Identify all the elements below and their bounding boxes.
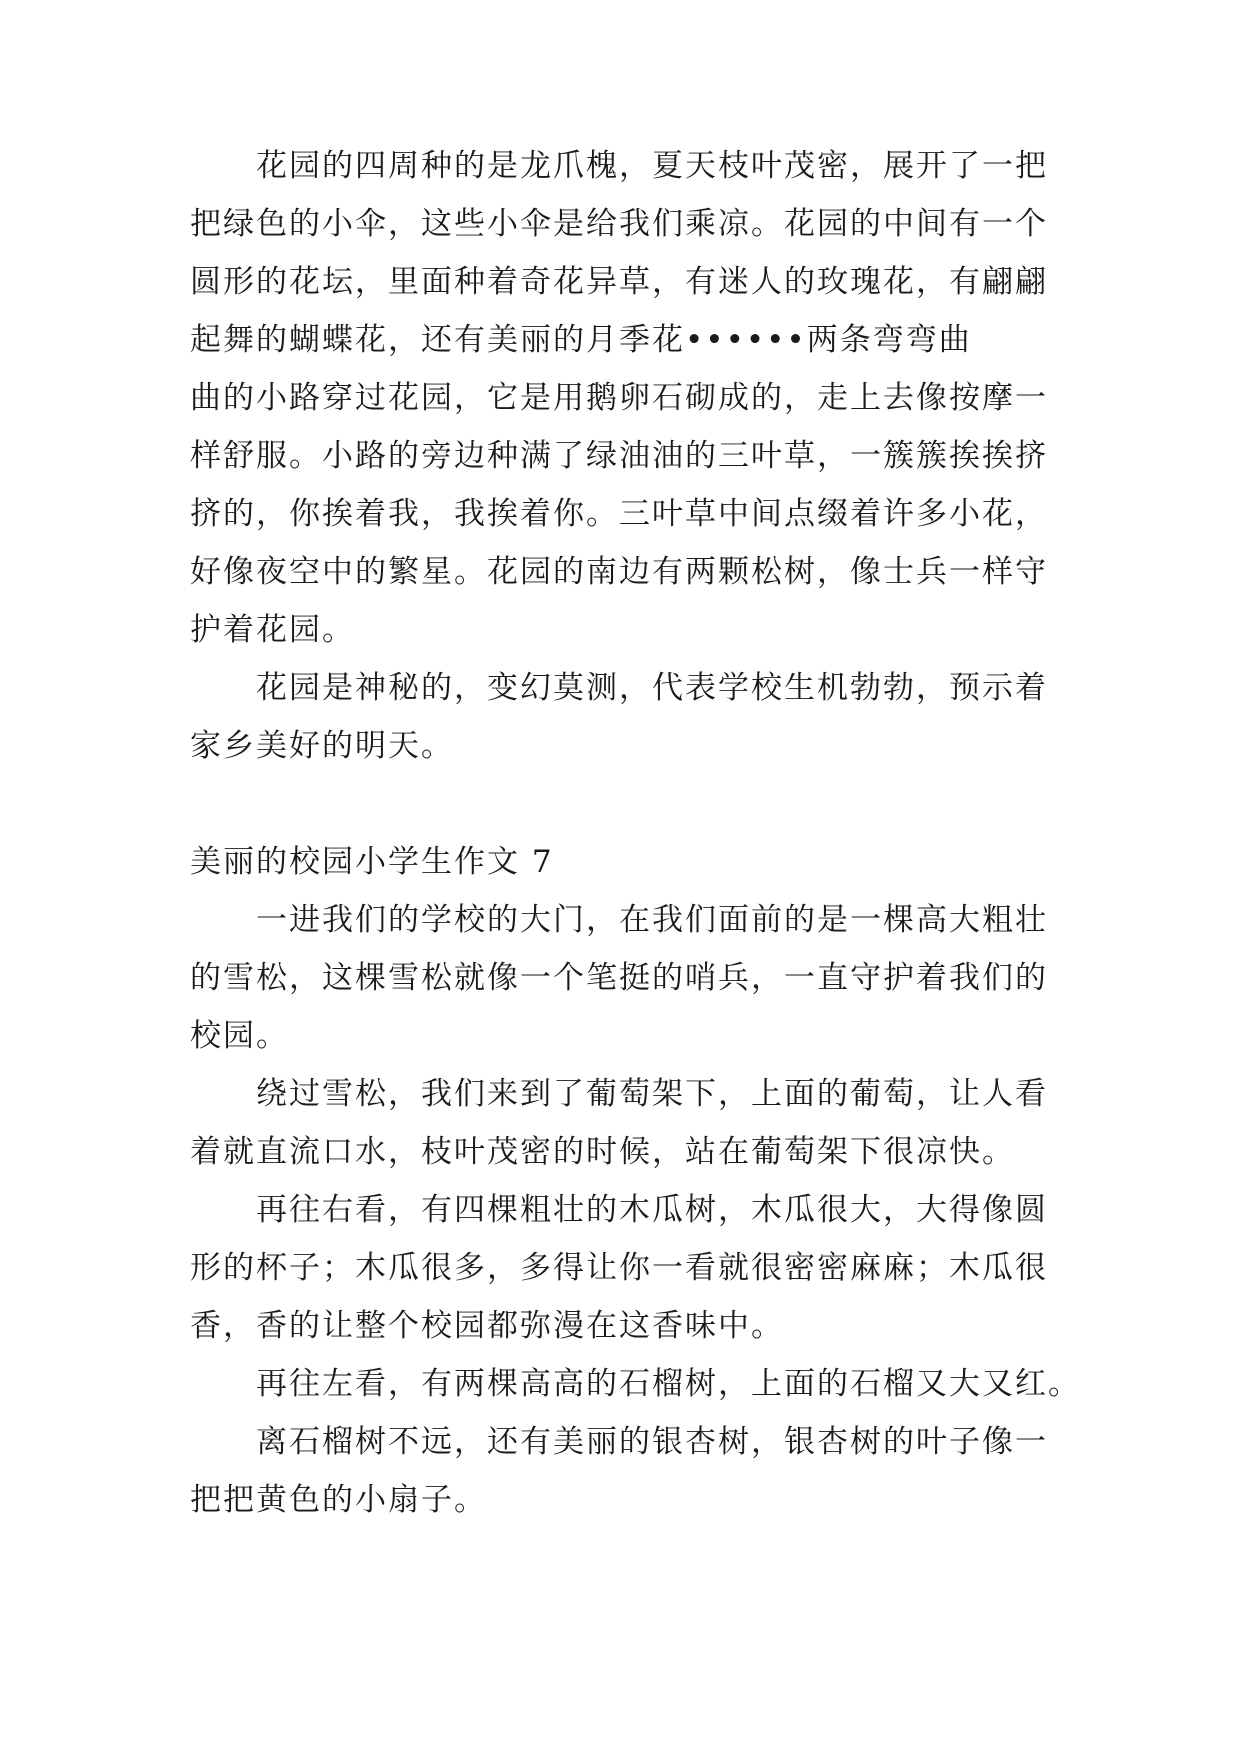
section-heading: 美丽的校园小学生作文 7 (190, 844, 554, 880)
paragraph-line: 再往右看，有四棵粗壮的木瓜树，木瓜很大，大得像圆 (256, 1192, 1048, 1228)
paragraph-line: 的雪松，这棵雪松就像一个笔挺的哨兵，一直守护着我们的 (190, 960, 1048, 996)
paragraph-line: 着就直流口水，枝叶茂密的时候，站在葡萄架下很凉快。 (190, 1134, 1015, 1170)
paragraph-line: 一进我们的学校的大门，在我们面前的是一棵高大粗壮 (256, 902, 1048, 938)
paragraph-line: 花园是神秘的，变幻莫测，代表学校生机勃勃，预示着 (256, 670, 1048, 706)
paragraph-line: 再往左看，有两棵高高的石榴树，上面的石榴又大又红。 (256, 1366, 1081, 1402)
paragraph-line: 圆形的花坛，里面种着奇花异草，有迷人的玫瑰花，有翩翩 (190, 264, 1048, 300)
paragraph-line: 挤的，你挨着我，我挨着你。三叶草中间点缀着许多小花， (190, 496, 1048, 532)
paragraph-line: 家乡美好的明天。 (190, 728, 454, 764)
paragraph-line: 绕过雪松，我们来到了葡萄架下，上面的葡萄，让人看 (256, 1076, 1048, 1112)
paragraph-line: 把绿色的小伞，这些小伞是给我们乘凉。花园的中间有一个 (190, 206, 1048, 242)
paragraph-line: 曲的小路穿过花园，它是用鹅卵石砌成的，走上去像按摩一 (190, 380, 1048, 416)
paragraph-line: 样舒服。小路的旁边种满了绿油油的三叶草，一簇簇挨挨挤 (190, 438, 1048, 474)
paragraph-line: 离石榴树不远，还有美丽的银杏树，银杏树的叶子像一 (256, 1424, 1048, 1460)
paragraph-line: 形的杯子；木瓜很多，多得让你一看就很密密麻麻；木瓜很 (190, 1250, 1048, 1286)
paragraph-line: 香，香的让整个校园都弥漫在这香味中。 (190, 1308, 784, 1344)
paragraph-line: 花园的四周种的是龙爪槐，夏天枝叶茂密，展开了一把 (256, 148, 1048, 184)
paragraph-line: 好像夜空中的繁星。花园的南边有两颗松树，像士兵一样守 (190, 554, 1048, 590)
paragraph-line: 护着花园。 (190, 612, 355, 648)
paragraph-line: 校园。 (190, 1018, 289, 1054)
paragraph-line: 把把黄色的小扇子。 (190, 1482, 487, 1518)
paragraph-line: 起舞的蝴蝶花，还有美丽的月季花••••••两条弯弯曲 (190, 322, 972, 358)
